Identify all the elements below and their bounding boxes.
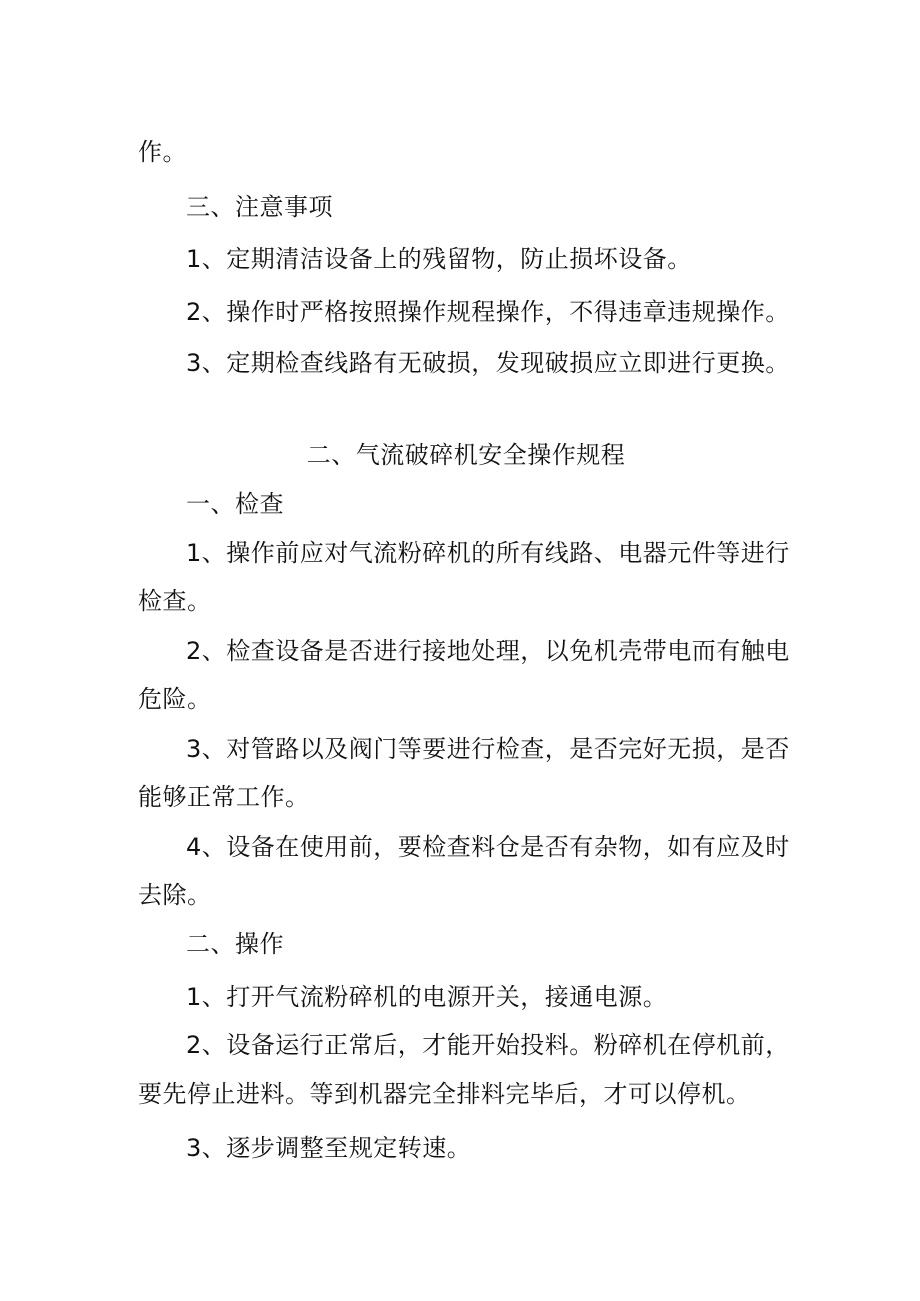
section-heading: 一、检查 bbox=[186, 490, 284, 518]
text-line: 去除。 bbox=[138, 881, 212, 909]
list-item: 4、设备在使用前，要检查料仓是否有杂物，如有应及时 bbox=[186, 833, 790, 861]
chapter-title: 二、气流破碎机安全操作规程 bbox=[306, 441, 626, 469]
list-item: 3、逐步调整至规定转速。 bbox=[186, 1134, 472, 1162]
list-item: 1、操作前应对气流粉碎机的所有线路、电器元件等进行 bbox=[186, 539, 790, 567]
list-item: 2、检查设备是否进行接地处理，以免机壳带电而有触电 bbox=[186, 637, 790, 665]
section-heading: 二、操作 bbox=[186, 930, 284, 958]
list-item: 3、定期检查线路有无破损，发现破损应立即进行更换。 bbox=[186, 349, 790, 377]
list-item: 3、对管路以及阀门等要进行检查，是否完好无损，是否 bbox=[186, 735, 790, 763]
section-heading: 三、注意事项 bbox=[186, 193, 333, 221]
list-item: 2、设备运行正常后，才能开始投料。粉碎机在停机前， bbox=[186, 1031, 790, 1059]
list-item: 1、打开气流粉碎机的电源开关，接通电源。 bbox=[186, 983, 668, 1011]
text-line: 危险。 bbox=[138, 685, 212, 713]
list-item: 2、操作时严格按照操作规程操作，不得违章违规操作。 bbox=[186, 298, 790, 326]
text-line: 检查。 bbox=[138, 587, 212, 615]
list-item: 1、定期清洁设备上的残留物，防止损坏设备。 bbox=[186, 245, 692, 273]
text-line: 作。 bbox=[138, 138, 187, 166]
text-line: 要先停止进料。等到机器完全排料完毕后，才可以停机。 bbox=[138, 1080, 751, 1108]
text-line: 能够正常工作。 bbox=[138, 783, 310, 811]
